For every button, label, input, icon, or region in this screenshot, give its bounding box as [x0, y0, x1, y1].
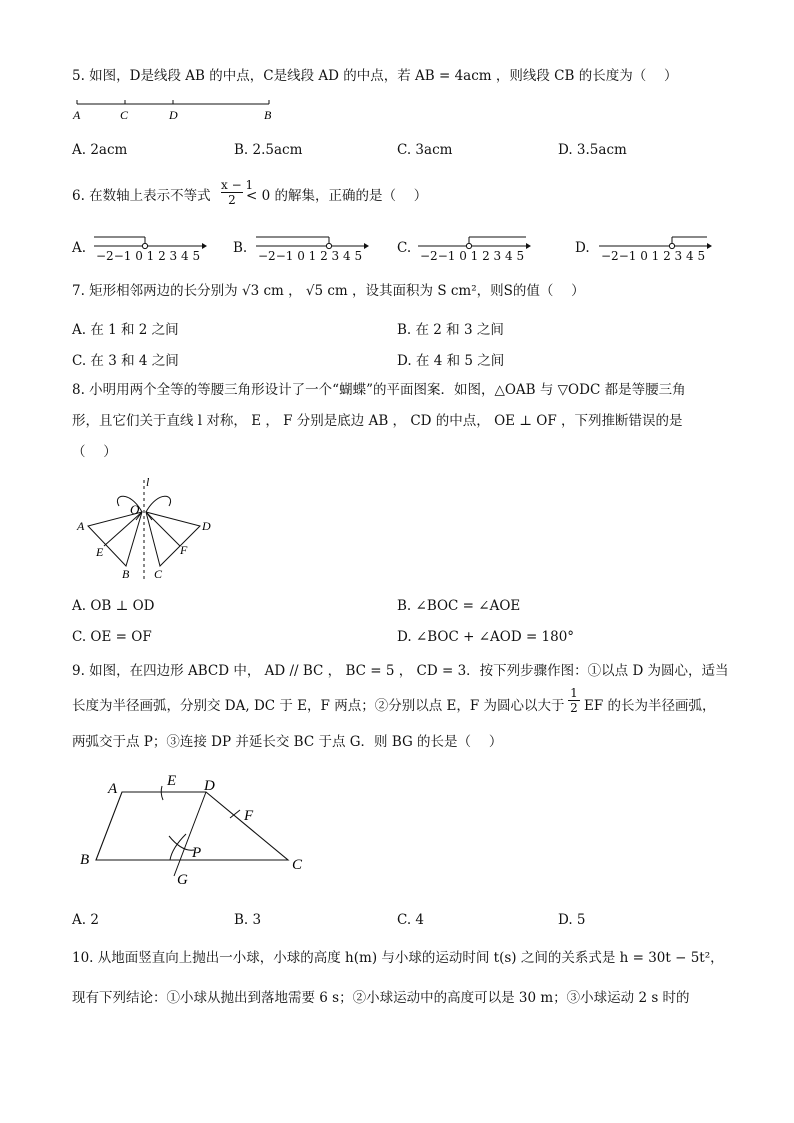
- q10-stem-line2: 现有下列结论：①小球从抛出到落地需要 6 s；②小球运动中的高度可以是 30 m；③小球运动 2 s 时的: [72, 990, 690, 1006]
- label-l: l: [146, 475, 150, 489]
- label-p: P: [192, 845, 202, 861]
- q7-option-d: D. 在 4 和 5 之间: [397, 353, 505, 369]
- q9-fraction: [568, 686, 580, 715]
- q9-stem-line1: 9. 如图，在四边形 ABCD 中， AD // BC ， BC = 5 ， CD = 3．按下列步骤作图：①以点 D 为圆心，适当: [72, 663, 729, 679]
- label-o: O: [130, 502, 140, 517]
- label-d: D: [169, 108, 178, 122]
- q8-stem-line3: （ ）: [72, 444, 117, 460]
- q6-fraction-den: 2: [228, 193, 236, 207]
- q6-stem-post: < 0 的解集，正确的是（ ）: [246, 188, 428, 204]
- label-e: E: [96, 545, 104, 559]
- q8-option-d: D. ∠BOC + ∠AOD = 180°: [397, 629, 575, 645]
- label-a: A: [73, 108, 81, 122]
- q5-segment-figure: [70, 94, 290, 124]
- q6-option-d-letter: D.: [575, 240, 590, 256]
- q6-option-c-letter: C.: [397, 240, 412, 256]
- q9-fraction-den: 2: [570, 701, 578, 715]
- q9-option-b: B. 3: [234, 912, 262, 928]
- label-b: B: [264, 108, 272, 122]
- q9-stem-line2-pre: 长度为半径画弧，分别交 DA, DC 于 E，F 两点；②分别以点 E，F 为圆心以大于: [72, 698, 565, 714]
- q5-option-c: C. 3acm: [397, 142, 453, 158]
- q8-option-a: A. OB ⊥ OD: [72, 598, 155, 614]
- label-f: F: [180, 543, 188, 557]
- q6-option-c-ticks: −2−1 0 1 2 3 4 5: [420, 249, 525, 263]
- q6-option-b-letter: B.: [233, 240, 248, 256]
- label-g: G: [177, 872, 188, 888]
- label-c: C: [154, 567, 163, 581]
- q8-option-b: B. ∠BOC = ∠AOE: [397, 598, 521, 614]
- q9-quadrilateral-figure: [74, 766, 324, 890]
- label-a: A: [77, 519, 85, 533]
- q9-option-a: A. 2: [72, 912, 99, 928]
- q6-option-d-ticks: −2−1 0 1 2 3 4 5: [601, 249, 706, 263]
- q8-stem-line1: 8. 小明用两个全等的等腰三角形设计了一个“蝴蝶”的平面图案．如图，△OAB 与 ▽ODC 都是等腰三角: [72, 382, 686, 398]
- label-d: D: [202, 519, 211, 533]
- label-b: B: [80, 852, 90, 868]
- q6-option-a-letter: A.: [72, 240, 87, 256]
- q6-option-b-ticks: −2−1 0 1 2 3 4 5: [258, 249, 363, 263]
- q5-stem: 5. 如图，D是线段 AB 的中点，C是线段 AD 的中点，若 AB = 4acm ，则线段 CB 的长度为（ ）: [72, 68, 678, 84]
- label-a: A: [108, 781, 118, 797]
- q7-stem: 7. 矩形相邻两边的长分别为 √3 cm ， √5 cm ，设其面积为 S cm²，则S的值（ ）: [72, 283, 585, 299]
- label-d: D: [204, 778, 215, 794]
- q9-stem-line3: 两弧交于点 P；③连接 DP 并延长交 BC 于点 G．则 BG 的长是（ ）: [72, 734, 503, 750]
- q9-fraction-num: 1: [568, 686, 580, 701]
- q7-option-a: A. 在 1 和 2 之间: [72, 322, 179, 338]
- q8-option-c: C. OE = OF: [72, 629, 152, 645]
- label-f: F: [244, 808, 254, 824]
- q5-option-d: D. 3.5acm: [558, 142, 627, 158]
- q9-option-d: D. 5: [558, 912, 586, 928]
- q8-stem-line2: 形，且它们关于直线 l 对称， E ， F 分别是底边 AB ， CD 的中点， OE ⊥ OF ，下列推断错误的是: [72, 413, 683, 429]
- q6-fraction-num: x − 1: [221, 178, 254, 192]
- q10-stem-line1: 10. 从地面竖直向上抛出一小球，小球的高度 h(m) 与小球的运动时间 t(s) 之间的关系式是 h = 30t − 5t²，: [72, 950, 724, 966]
- label-e: E: [167, 773, 177, 789]
- q9-option-c: C. 4: [397, 912, 425, 928]
- q5-option-b: B. 2.5acm: [234, 142, 303, 158]
- q6-option-a-ticks: −2−1 0 1 2 3 4 5: [96, 249, 201, 263]
- q6-fraction: [221, 178, 254, 207]
- label-c: C: [292, 857, 303, 873]
- q7-option-c: C. 在 3 和 4 之间: [72, 353, 179, 369]
- q6-stem-pre: 6. 在数轴上表示不等式: [72, 188, 211, 204]
- label-b: B: [122, 567, 130, 581]
- q8-butterfly-figure: [72, 474, 222, 586]
- q5-option-a: A. 2acm: [72, 142, 128, 158]
- label-c: C: [120, 108, 129, 122]
- q9-stem-line2-post: EF 的长为半径画弧，: [584, 698, 716, 714]
- q7-option-b: B. 在 2 和 3 之间: [397, 322, 504, 338]
